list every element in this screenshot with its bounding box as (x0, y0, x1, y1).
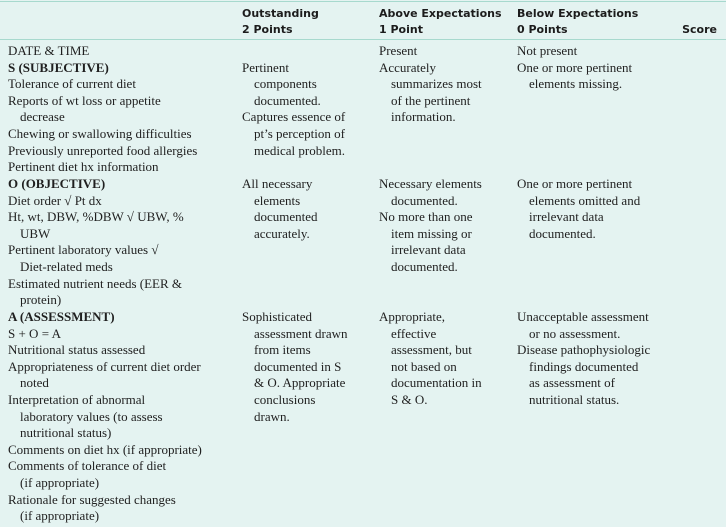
outstanding-cell (242, 176, 374, 242)
table-header (0, 1, 726, 40)
criterion-cell (8, 176, 236, 309)
above-cell (379, 60, 513, 126)
header-outstanding-points: 2 Points (242, 23, 293, 36)
header-outstanding-label: Outstanding (242, 7, 319, 20)
criterion-item: Rationale for suggested changes (if appropriate) (8, 491, 176, 524)
criterion-cell (8, 60, 236, 176)
header-score: Score (682, 23, 717, 36)
above-text: Necessary elements documented. (379, 176, 482, 208)
criterion-item: Diet order √ Pt dx (8, 192, 102, 208)
criterion-item: Previously unreported food allergies (8, 142, 198, 158)
outstanding-cell (242, 60, 374, 160)
criterion-date-time: DATE & TIME (8, 43, 90, 58)
criterion-cell (8, 43, 236, 60)
criterion-item: Comments on diet hx (if appropriate) (8, 441, 202, 457)
header-below-points: 0 Points (517, 23, 568, 36)
criterion-item: Comments of tolerance of diet (if appropriate) (8, 458, 167, 490)
above-cell (379, 43, 513, 60)
criterion-item: Nutritional status assessed (8, 342, 146, 358)
header-above-expectations (379, 6, 502, 38)
below-cell (517, 60, 677, 93)
below-text: Not present (517, 43, 578, 58)
criterion-item: Pertinent laboratory values √ Diet-related meds (8, 242, 159, 274)
criterion-item: Interpretation of abnormal laboratory values (to assess nutritional status) (8, 391, 163, 441)
below-text: Disease pathophysiologic findings documented as assessment of nutritional status. (517, 342, 651, 407)
criterion-item: Tolerance of current diet (8, 76, 136, 92)
below-cell (517, 176, 677, 242)
header-below-expectations (517, 6, 638, 38)
criterion-item: Chewing or swallowing difficulties (8, 125, 192, 141)
below-cell (517, 309, 677, 409)
outstanding-text: Pertinent components documented. (242, 59, 321, 108)
outstanding-text: Captures essence of pt’s perception of medical problem. (242, 109, 346, 158)
above-text: Accurately summarizes most of the pertinent information. (379, 59, 482, 125)
section-heading-assessment: A (ASSESSMENT) (8, 309, 115, 324)
section-heading-subjective: S (SUBJECTIVE) (8, 59, 109, 75)
criterion-item: S + O = A (8, 325, 61, 341)
above-cell (379, 176, 513, 276)
above-text: No more than one item missing or irrelevant data documented. (379, 209, 473, 274)
header-above-label: Above Expectations (379, 7, 502, 20)
header-below-label: Below Expectations (517, 7, 639, 20)
criterion-item: Reports of wt loss or appetite decrease (8, 92, 161, 125)
header-above-points: 1 Point (379, 23, 423, 36)
criterion-item: Ht, wt, DBW, %DBW √ UBW, % UBW (8, 209, 184, 241)
above-text: Present (379, 43, 418, 58)
outstanding-text: Sophisticated assessment drawn from items documented in S & O. Appropriate conclusions drawn. (242, 309, 348, 424)
outstanding-cell (242, 309, 374, 425)
section-heading-objective: O (OBJECTIVE) (8, 176, 106, 191)
below-cell (517, 43, 677, 60)
criterion-item: Estimated nutrient needs (EER & protein) (8, 275, 183, 308)
outstanding-text: All necessary elements documented accurately. (242, 176, 318, 241)
below-text: Unacceptable assessment or no assessment. (517, 309, 649, 341)
criterion-item: Appropriateness of current diet order noted (8, 358, 201, 391)
above-text: Appropriate, effective assessment, but not based on documentation in S & O. (379, 309, 482, 407)
criterion-item: Pertinent diet hx information (8, 159, 159, 175)
above-cell (379, 309, 513, 409)
criterion-cell (8, 309, 236, 525)
below-text: One or more pertinent elements missing. (517, 59, 633, 92)
below-text: One or more pertinent elements omitted and irrelevant data documented. (517, 176, 641, 241)
header-outstanding (242, 6, 319, 38)
